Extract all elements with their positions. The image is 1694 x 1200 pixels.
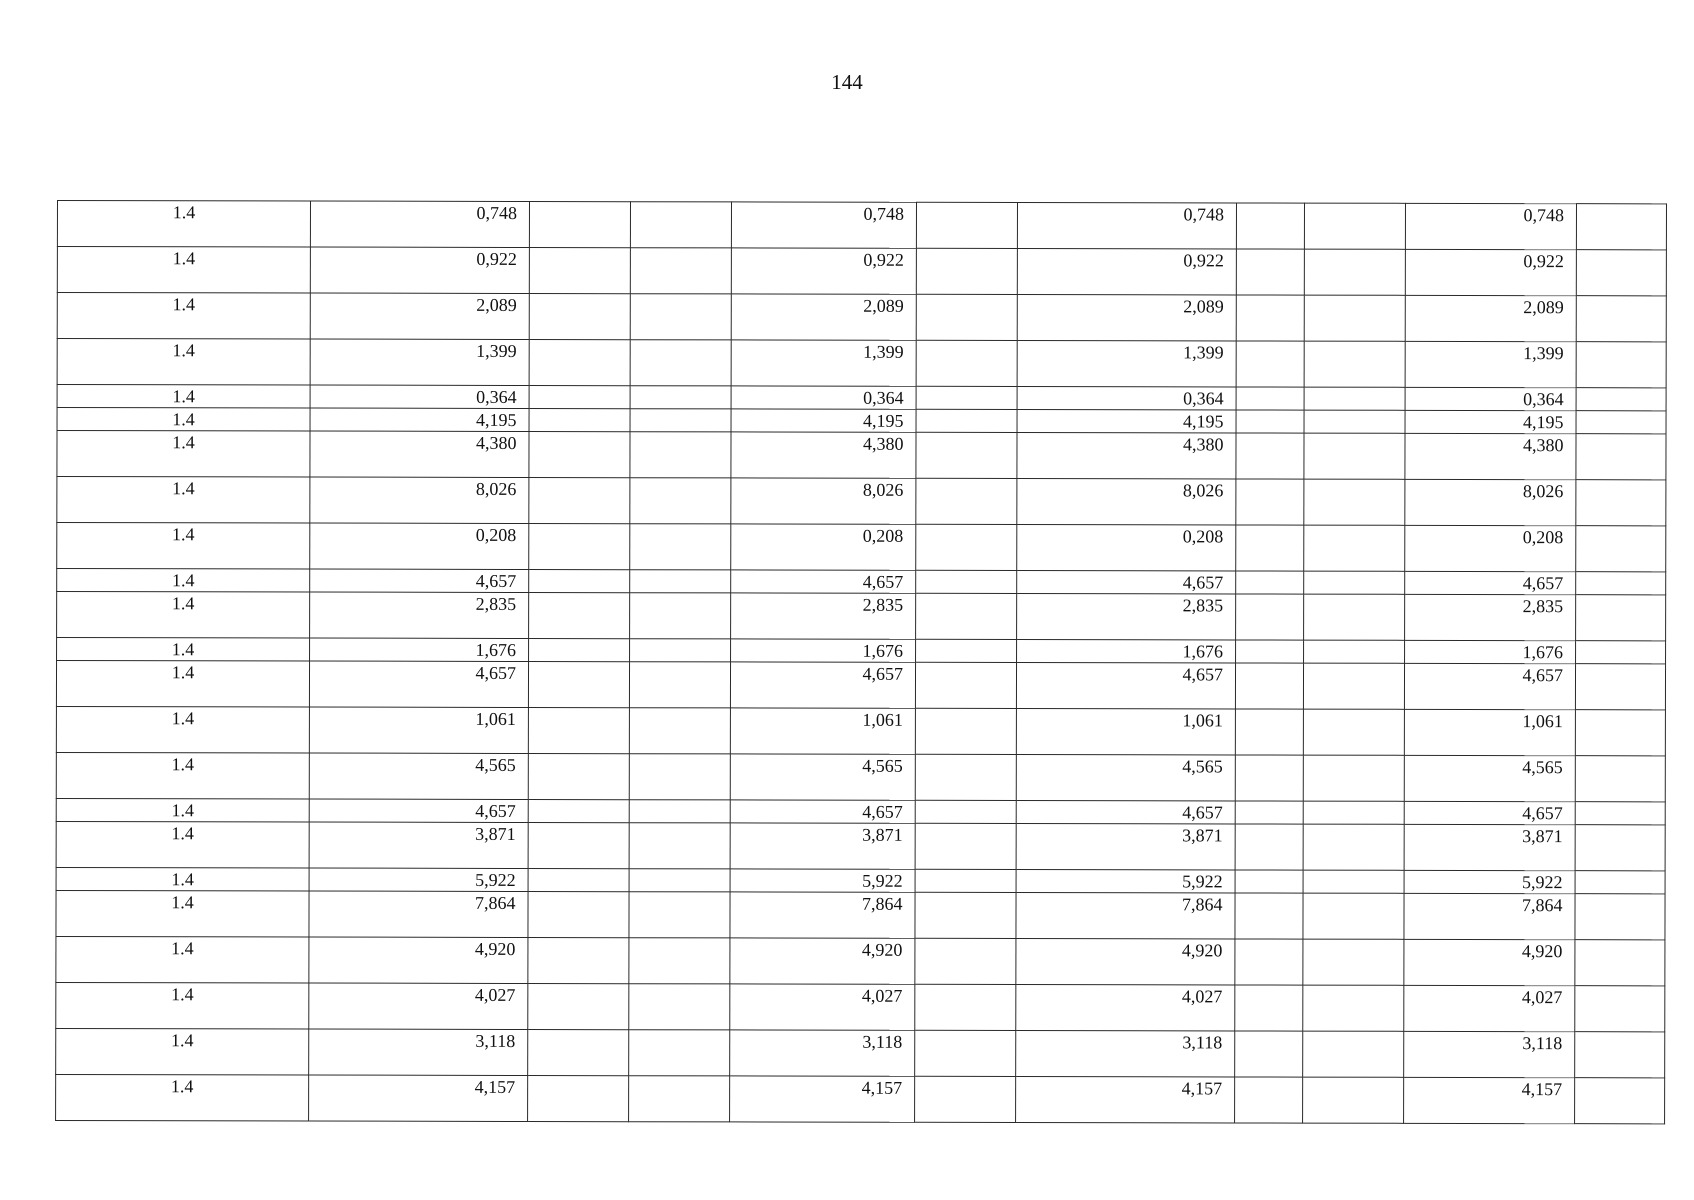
- row-value-cell: 0,748: [310, 201, 529, 247]
- empty-cell: [1235, 985, 1303, 1031]
- row-value-cell: 3,871: [309, 822, 528, 868]
- row-value-cell: 2,835: [1405, 594, 1576, 640]
- row-label-cell: 1.4: [56, 936, 309, 983]
- empty-cell: [529, 408, 630, 431]
- row-label-cell: 1.4: [57, 408, 310, 432]
- empty-cell: [1303, 755, 1404, 801]
- empty-cell: [1236, 594, 1304, 640]
- row-value-cell: 1,061: [730, 708, 915, 754]
- empty-cell: [916, 524, 1017, 570]
- row-label-cell: 1.4: [56, 706, 309, 753]
- empty-cell: [1575, 1078, 1665, 1124]
- empty-cell: [1236, 387, 1304, 410]
- empty-cell: [1304, 479, 1405, 525]
- table-row: [56, 706, 1665, 755]
- empty-cell: [1576, 595, 1666, 641]
- row-value-cell: 4,657: [310, 569, 529, 592]
- row-value-cell: 1,676: [310, 638, 529, 661]
- empty-cell: [1576, 204, 1666, 250]
- page-number: 144: [831, 70, 863, 94]
- row-value-cell: 1,676: [1405, 640, 1576, 663]
- empty-cell: [529, 339, 630, 385]
- row-value-cell: 2,089: [310, 293, 529, 339]
- empty-cell: [1303, 663, 1404, 709]
- empty-cell: [1304, 594, 1405, 640]
- empty-cell: [915, 708, 1016, 754]
- empty-cell: [1575, 894, 1665, 940]
- empty-cell: [629, 708, 730, 754]
- row-value-cell: 8,026: [1017, 479, 1236, 525]
- data-table: [55, 200, 1667, 1124]
- row-label-cell: 1.4: [57, 477, 310, 524]
- empty-cell: [915, 984, 1016, 1030]
- row-value-cell: 3,871: [1016, 824, 1235, 870]
- row-value-cell: 4,657: [731, 570, 916, 593]
- table-row: [57, 569, 1666, 595]
- row-value-cell: 0,208: [310, 523, 529, 569]
- row-value-cell: 1,061: [1404, 709, 1575, 755]
- empty-cell: [1235, 801, 1303, 824]
- empty-cell: [1303, 870, 1404, 893]
- row-value-cell: 4,157: [1016, 1077, 1235, 1123]
- table-row: [56, 821, 1665, 870]
- empty-cell: [915, 1076, 1016, 1122]
- row-value-cell: 0,208: [1017, 525, 1236, 571]
- empty-cell: [1303, 801, 1404, 824]
- row-label-cell: 1.4: [57, 201, 310, 248]
- empty-cell: [630, 202, 731, 248]
- table-row: [56, 867, 1665, 893]
- empty-cell: [629, 662, 730, 708]
- row-value-cell: 7,864: [309, 891, 528, 937]
- row-value-cell: 1,399: [1017, 341, 1236, 387]
- empty-cell: [528, 891, 629, 937]
- empty-cell: [1303, 824, 1404, 870]
- row-value-cell: 0,208: [1405, 525, 1576, 571]
- empty-cell: [630, 639, 731, 662]
- empty-cell: [916, 639, 1017, 662]
- row-value-cell: 0,364: [310, 385, 529, 408]
- row-value-cell: 4,027: [1016, 985, 1235, 1031]
- row-value-cell: 7,864: [1016, 893, 1235, 939]
- row-value-cell: 4,157: [309, 1075, 528, 1121]
- row-value-cell: 1,399: [1405, 341, 1576, 387]
- table-row: [57, 523, 1666, 572]
- row-value-cell: 4,565: [1404, 755, 1575, 801]
- empty-cell: [1236, 525, 1304, 571]
- empty-cell: [629, 1076, 730, 1122]
- row-value-cell: 0,922: [731, 248, 916, 294]
- table-row: [56, 752, 1665, 801]
- table-row: [57, 293, 1666, 342]
- empty-cell: [1235, 893, 1303, 939]
- row-value-cell: 0,748: [731, 202, 916, 248]
- row-value-cell: 4,920: [309, 937, 528, 983]
- empty-cell: [1303, 893, 1404, 939]
- empty-cell: [529, 638, 630, 661]
- row-value-cell: 1,399: [310, 339, 529, 385]
- empty-cell: [1303, 985, 1404, 1031]
- row-value-cell: 8,026: [1405, 479, 1576, 525]
- row-value-cell: 4,920: [1016, 939, 1235, 985]
- empty-cell: [528, 1029, 629, 1075]
- row-value-cell: 8,026: [731, 478, 916, 524]
- empty-cell: [1236, 571, 1304, 594]
- row-value-cell: 7,864: [1404, 893, 1575, 939]
- table-row: [56, 661, 1665, 710]
- row-label-cell: 1.4: [57, 523, 310, 570]
- row-value-cell: 2,835: [1017, 594, 1236, 640]
- empty-cell: [1236, 341, 1304, 387]
- row-label-cell: 1.4: [56, 867, 309, 891]
- row-value-cell: 3,118: [1016, 1031, 1235, 1077]
- table-row: [56, 936, 1665, 985]
- empty-cell: [1303, 709, 1404, 755]
- empty-cell: [1303, 1077, 1404, 1123]
- empty-cell: [528, 799, 629, 822]
- empty-cell: [529, 293, 630, 339]
- empty-cell: [630, 524, 731, 570]
- empty-cell: [915, 869, 1016, 892]
- empty-cell: [629, 892, 730, 938]
- row-value-cell: 4,565: [730, 754, 915, 800]
- empty-cell: [528, 661, 629, 707]
- row-value-cell: 4,657: [1017, 571, 1236, 594]
- empty-cell: [630, 432, 731, 478]
- row-value-cell: 4,157: [1404, 1077, 1575, 1123]
- row-value-cell: 7,864: [730, 892, 915, 938]
- table-row: [57, 477, 1666, 526]
- empty-cell: [1236, 410, 1304, 433]
- empty-cell: [1304, 525, 1405, 571]
- empty-cell: [1304, 203, 1405, 249]
- row-value-cell: 5,922: [1404, 870, 1575, 893]
- empty-cell: [915, 938, 1016, 984]
- empty-cell: [915, 800, 1016, 823]
- table-row: [56, 982, 1665, 1031]
- table-row: [57, 339, 1666, 388]
- row-value-cell: 0,748: [1017, 203, 1236, 249]
- empty-cell: [916, 478, 1017, 524]
- empty-cell: [529, 592, 630, 638]
- empty-cell: [630, 386, 731, 409]
- row-value-cell: 1,676: [1017, 640, 1236, 663]
- empty-cell: [1576, 296, 1666, 342]
- row-label-cell: 1.4: [57, 339, 310, 386]
- row-value-cell: 4,565: [309, 753, 528, 799]
- table-row: [57, 638, 1666, 664]
- empty-cell: [1304, 387, 1405, 410]
- empty-cell: [630, 294, 731, 340]
- row-label-cell: 1.4: [57, 293, 310, 340]
- empty-cell: [916, 593, 1017, 639]
- empty-cell: [630, 340, 731, 386]
- row-value-cell: 4,657: [309, 799, 528, 822]
- row-label-cell: 1.4: [56, 661, 309, 708]
- empty-cell: [629, 754, 730, 800]
- row-label-cell: 1.4: [57, 385, 310, 409]
- row-value-cell: 0,748: [1405, 203, 1576, 249]
- row-value-cell: 4,380: [1405, 433, 1576, 479]
- empty-cell: [916, 409, 1017, 432]
- table-row: [57, 592, 1666, 641]
- table-row: [56, 798, 1665, 824]
- row-value-cell: 3,871: [730, 823, 915, 869]
- empty-cell: [1576, 526, 1666, 572]
- empty-cell: [1575, 940, 1665, 986]
- empty-cell: [1575, 825, 1665, 871]
- empty-cell: [1235, 939, 1303, 985]
- empty-cell: [1236, 433, 1304, 479]
- row-value-cell: 4,565: [1016, 755, 1235, 801]
- empty-cell: [1576, 480, 1666, 526]
- row-label-cell: 1.4: [57, 431, 310, 478]
- row-label-cell: 1.4: [56, 821, 309, 868]
- empty-cell: [629, 1030, 730, 1076]
- empty-cell: [1304, 341, 1405, 387]
- empty-cell: [916, 432, 1017, 478]
- empty-cell: [1235, 1077, 1303, 1123]
- row-value-cell: 3,118: [730, 1030, 915, 1076]
- row-value-cell: 3,118: [309, 1029, 528, 1075]
- empty-cell: [1576, 388, 1666, 411]
- empty-cell: [1575, 1032, 1665, 1078]
- row-value-cell: 4,657: [1405, 571, 1576, 594]
- empty-cell: [1575, 871, 1665, 894]
- row-value-cell: 1,399: [731, 340, 916, 386]
- empty-cell: [629, 869, 730, 892]
- empty-cell: [1304, 410, 1405, 433]
- empty-cell: [1576, 434, 1666, 480]
- empty-cell: [915, 892, 1016, 938]
- row-value-cell: 4,027: [730, 984, 915, 1030]
- table-body: [56, 201, 1667, 1124]
- empty-cell: [529, 385, 630, 408]
- row-value-cell: 0,364: [1017, 387, 1236, 410]
- empty-cell: [630, 248, 731, 294]
- empty-cell: [1575, 756, 1665, 802]
- row-value-cell: 2,835: [310, 592, 529, 638]
- table-row: [57, 408, 1666, 434]
- row-value-cell: 2,089: [731, 294, 916, 340]
- empty-cell: [1576, 411, 1666, 434]
- empty-cell: [528, 707, 629, 753]
- empty-cell: [528, 753, 629, 799]
- empty-cell: [1235, 824, 1303, 870]
- empty-cell: [528, 868, 629, 891]
- empty-cell: [1576, 250, 1666, 296]
- empty-cell: [1304, 249, 1405, 295]
- row-value-cell: 4,027: [1404, 985, 1575, 1031]
- empty-cell: [915, 754, 1016, 800]
- empty-cell: [1236, 640, 1304, 663]
- row-value-cell: 4,920: [1404, 939, 1575, 985]
- row-value-cell: 3,118: [1404, 1031, 1575, 1077]
- empty-cell: [630, 478, 731, 524]
- table-row: [56, 1028, 1665, 1077]
- row-value-cell: 5,922: [730, 869, 915, 892]
- empty-cell: [529, 569, 630, 592]
- empty-cell: [529, 431, 630, 477]
- empty-cell: [528, 1075, 629, 1121]
- empty-cell: [630, 593, 731, 639]
- table-row: [57, 385, 1666, 411]
- table-row: [57, 201, 1666, 250]
- row-label-cell: 1.4: [57, 638, 310, 662]
- empty-cell: [915, 1030, 1016, 1076]
- row-value-cell: 4,657: [1016, 663, 1235, 709]
- empty-cell: [916, 386, 1017, 409]
- row-label-cell: 1.4: [56, 1028, 309, 1075]
- empty-cell: [529, 247, 630, 293]
- table-row: [56, 1074, 1665, 1123]
- empty-cell: [1576, 342, 1666, 388]
- empty-cell: [529, 201, 630, 247]
- empty-cell: [916, 570, 1017, 593]
- row-value-cell: 4,657: [1404, 801, 1575, 824]
- empty-cell: [1304, 571, 1405, 594]
- row-value-cell: 1,061: [309, 707, 528, 753]
- empty-cell: [1235, 663, 1303, 709]
- row-label-cell: 1.4: [57, 592, 310, 639]
- empty-cell: [528, 937, 629, 983]
- row-label-cell: 1.4: [56, 890, 309, 937]
- empty-cell: [629, 800, 730, 823]
- row-value-cell: 5,922: [309, 868, 528, 891]
- empty-cell: [1236, 479, 1304, 525]
- empty-cell: [528, 822, 629, 868]
- row-label-cell: 1.4: [56, 798, 309, 822]
- row-value-cell: 8,026: [310, 477, 529, 523]
- empty-cell: [1303, 1031, 1404, 1077]
- row-value-cell: 4,195: [731, 409, 916, 432]
- row-value-cell: 4,657: [730, 800, 915, 823]
- empty-cell: [1304, 640, 1405, 663]
- row-value-cell: 3,871: [1404, 824, 1575, 870]
- row-value-cell: 0,208: [731, 524, 916, 570]
- empty-cell: [915, 662, 1016, 708]
- empty-cell: [1235, 709, 1303, 755]
- empty-cell: [1575, 710, 1665, 756]
- empty-cell: [629, 984, 730, 1030]
- row-value-cell: 0,364: [731, 386, 916, 409]
- empty-cell: [1576, 572, 1666, 595]
- row-value-cell: 4,657: [309, 661, 528, 707]
- empty-cell: [916, 294, 1017, 340]
- empty-cell: [1235, 870, 1303, 893]
- row-value-cell: 1,676: [731, 639, 916, 662]
- empty-cell: [1236, 249, 1304, 295]
- row-value-cell: 4,657: [1016, 801, 1235, 824]
- empty-cell: [1236, 295, 1304, 341]
- row-label-cell: 1.4: [57, 569, 310, 593]
- empty-cell: [916, 202, 1017, 248]
- row-value-cell: 4,380: [310, 431, 529, 477]
- empty-cell: [1575, 664, 1665, 710]
- row-value-cell: 4,195: [1405, 410, 1576, 433]
- empty-cell: [1235, 1031, 1303, 1077]
- empty-cell: [1575, 802, 1665, 825]
- row-value-cell: 4,657: [1404, 663, 1575, 709]
- row-value-cell: 2,089: [1017, 295, 1236, 341]
- table-row: [57, 247, 1666, 296]
- table-row: [57, 431, 1666, 480]
- row-value-cell: 4,380: [731, 432, 916, 478]
- empty-cell: [529, 477, 630, 523]
- empty-cell: [1575, 986, 1665, 1032]
- empty-cell: [630, 570, 731, 593]
- row-label-cell: 1.4: [56, 1074, 309, 1121]
- empty-cell: [1576, 641, 1666, 664]
- row-value-cell: 2,835: [731, 593, 916, 639]
- row-value-cell: 4,380: [1017, 433, 1236, 479]
- row-value-cell: 0,922: [1017, 249, 1236, 295]
- row-value-cell: 4,920: [730, 938, 915, 984]
- row-label-cell: 1.4: [56, 752, 309, 799]
- empty-cell: [916, 248, 1017, 294]
- row-value-cell: 5,922: [1016, 870, 1235, 893]
- row-value-cell: 0,922: [310, 247, 529, 293]
- row-value-cell: 1,061: [1016, 709, 1235, 755]
- empty-cell: [630, 409, 731, 432]
- empty-cell: [1304, 433, 1405, 479]
- table-row: [56, 890, 1665, 939]
- row-value-cell: 4,157: [730, 1076, 915, 1122]
- empty-cell: [629, 823, 730, 869]
- empty-cell: [1303, 939, 1404, 985]
- row-value-cell: 4,195: [310, 408, 529, 431]
- row-value-cell: 0,364: [1405, 387, 1576, 410]
- empty-cell: [629, 938, 730, 984]
- row-value-cell: 4,027: [309, 983, 528, 1029]
- empty-cell: [916, 340, 1017, 386]
- row-value-cell: 0,922: [1405, 249, 1576, 295]
- empty-cell: [1236, 203, 1304, 249]
- empty-cell: [529, 523, 630, 569]
- empty-cell: [915, 823, 1016, 869]
- row-label-cell: 1.4: [56, 982, 309, 1029]
- empty-cell: [528, 983, 629, 1029]
- empty-cell: [1235, 755, 1303, 801]
- empty-cell: [1304, 295, 1405, 341]
- row-value-cell: 2,089: [1405, 295, 1576, 341]
- row-value-cell: 4,195: [1017, 410, 1236, 433]
- row-value-cell: 4,657: [730, 662, 915, 708]
- row-label-cell: 1.4: [57, 247, 310, 294]
